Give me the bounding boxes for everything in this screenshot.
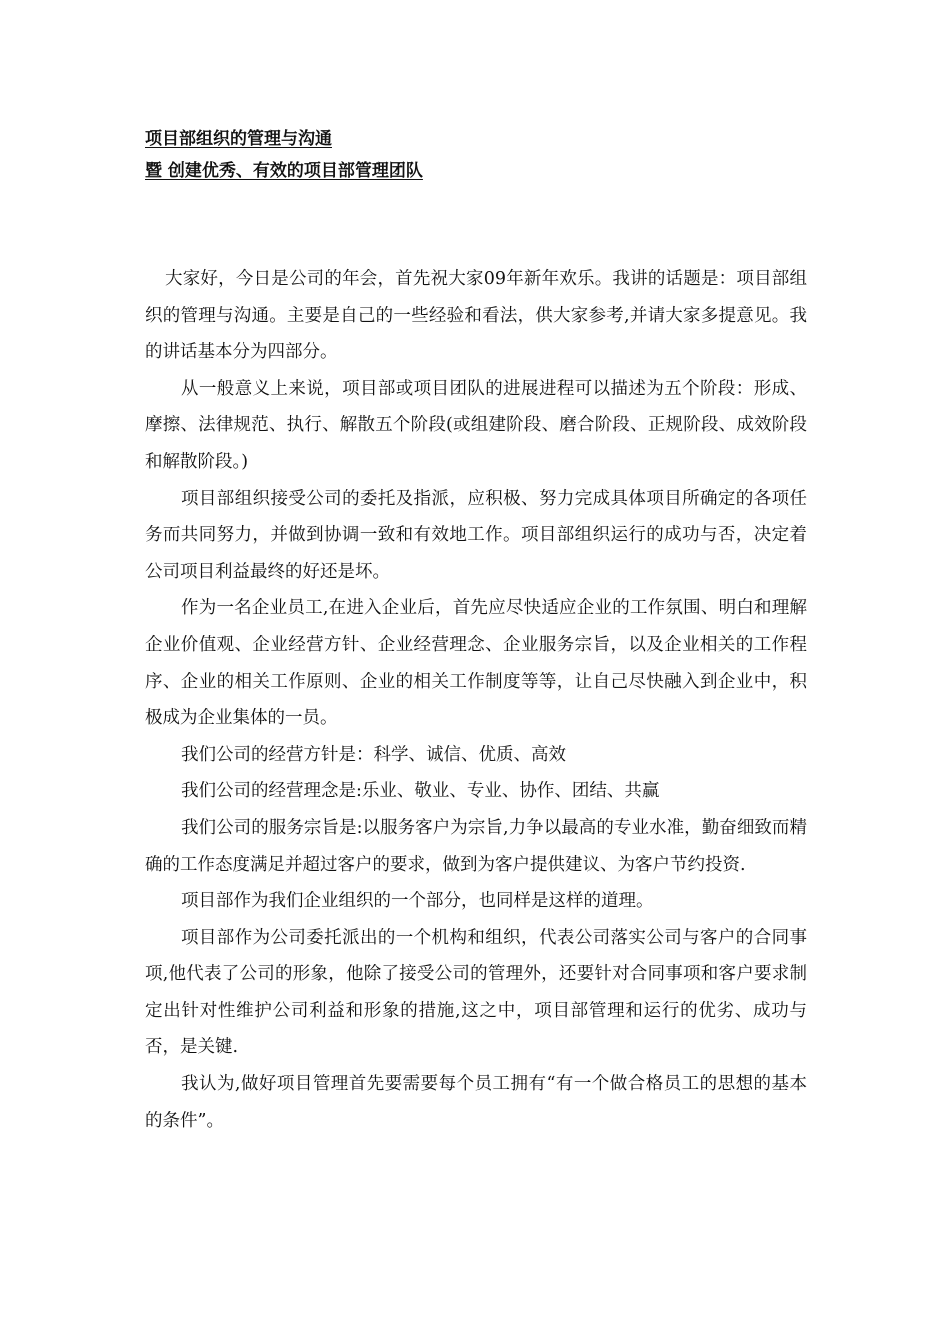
paragraph-stages: 从一般意义上来说，项目部或项目团队的进展进程可以描述为五个阶段：形成、摩擦、法律规范、执行、解散五个阶段(或组建阶段、磨合阶段、正规阶段、成效阶段和解散阶段。) bbox=[145, 378, 807, 472]
paragraph-greeting: 大家好，今日是公司的年会，首先祝大家09年新年欢乐。我讲的话题是：项目部组织的管理与沟通。主要是自己的一些经验和看法，供大家参考,并请大家多提意见。我的讲话基本分为四部分。 bbox=[145, 269, 807, 363]
title-line-1: 项目部组织的管理与沟通 bbox=[145, 129, 332, 149]
document-body bbox=[145, 261, 807, 1139]
title-line-2: 暨 创建优秀、有效的项目部管理团队 bbox=[145, 161, 423, 181]
paragraph-conclusion: 我认为,做好项目管理首先要需要每个员工拥有“有一个做合格员工的思想的基本的条件”。 bbox=[145, 1074, 807, 1131]
paragraph-representation: 项目部作为公司委托派出的一个机构和组织，代表公司落实公司与客户的合同事项,他代表了公司的形象，他除了接受公司的管理外，还要针对合同事项和客户要求制定出针对性维护公司利益和形象的措施,这之中，项目部管理和运行的优劣、成功与否，是关键. bbox=[145, 927, 807, 1058]
paragraph-employee: 作为一名企业员工,在进入企业后，首先应尽快适应企业的工作氛围、明白和理解企业价值观、企业经营方针、企业经营理念、企业服务宗旨，以及企业相关的工作程序、企业的相关工作原则、企业的相关工作制度等等，让自己尽快融入到企业中，积极成为企业集体的一员。 bbox=[145, 598, 807, 729]
paragraph-policy: 我们公司的经营方针是：科学、诚信、优质、高效 bbox=[181, 744, 566, 765]
paragraph-project-dept: 项目部作为我们企业组织的一个部分，也同样是这样的道理。 bbox=[181, 891, 654, 912]
document-title bbox=[145, 123, 805, 187]
paragraph-service: 我们公司的服务宗旨是:以服务客户为宗旨,力争以最高的专业水准，勤奋细致而精确的工作态度满足并超过客户的要求，做到为客户提供建议、为客户节约投资. bbox=[145, 817, 807, 875]
paragraph-philosophy: 我们公司的经营理念是:乐业、敬业、专业、协作、团结、共赢 bbox=[181, 781, 660, 802]
paragraph-mandate: 项目部组织接受公司的委托及指派，应积极、努力完成具体项目所确定的各项任务而共同努力，并做到协调一致和有效地工作。项目部组织运行的成功与否，决定着公司项目利益最终的好还是坏。 bbox=[145, 488, 807, 582]
